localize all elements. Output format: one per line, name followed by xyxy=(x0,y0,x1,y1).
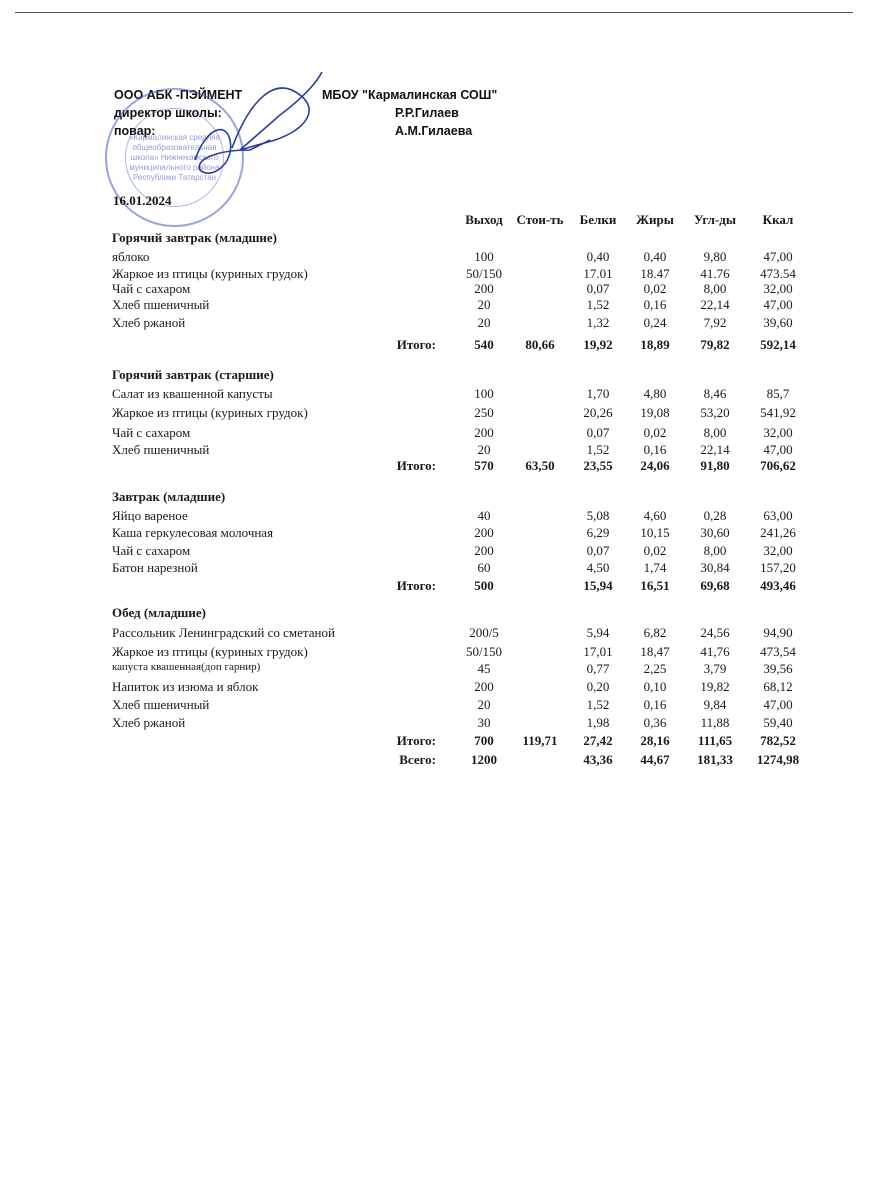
cell-0: 500 xyxy=(474,578,494,593)
menu-item-row xyxy=(0,697,873,713)
section-total-row xyxy=(0,337,873,353)
cell-0: 200/5 xyxy=(469,625,499,640)
menu-item-row xyxy=(0,249,873,265)
cell-5: 592,14 xyxy=(760,337,796,352)
dish-name: Чай с сахаром xyxy=(112,543,191,558)
cell-0: 50/150 xyxy=(465,266,503,281)
cell-2: 0,20 xyxy=(586,679,610,694)
cell-3: 6,82 xyxy=(643,625,667,640)
total-label: Итого: xyxy=(396,337,436,352)
cell-3: 18,89 xyxy=(640,337,670,352)
cell-0: 60 xyxy=(477,560,491,575)
cell-3: 18,47 xyxy=(640,644,670,659)
cell-5: 782,52 xyxy=(760,733,796,748)
total-label: Итого: xyxy=(396,578,436,593)
cell-4: 69,68 xyxy=(700,578,730,593)
cell-3: 16,51 xyxy=(640,578,670,593)
dish-name: Хлеб пшеничный xyxy=(112,697,210,712)
cell-4: 8,00 xyxy=(703,543,727,558)
cell-4: 8,00 xyxy=(703,425,727,440)
menu-item-row xyxy=(0,543,873,559)
cell-3: 1,74 xyxy=(643,560,667,575)
menu-item-row xyxy=(0,644,873,660)
cell-5: 706,62 xyxy=(760,458,796,473)
cell-2: 6,29 xyxy=(586,525,610,540)
cell-2: 17.01 xyxy=(583,266,613,281)
dish-name: Батон нарезной xyxy=(112,560,198,575)
cell-5: 1274,98 xyxy=(756,752,800,767)
cook-name: А.М.Гилаева xyxy=(395,124,473,138)
cell-5: 157,20 xyxy=(760,560,796,575)
cell-5: 47,00 xyxy=(763,297,793,312)
cell-2: 20,26 xyxy=(583,405,613,420)
cell-2: 0,07 xyxy=(586,543,610,558)
dish-name: Салат из квашенной капусты xyxy=(112,386,273,401)
cell-5: 39,56 xyxy=(763,661,793,676)
cell-2: 43,36 xyxy=(583,752,613,767)
cell-0: 20 xyxy=(477,697,491,712)
cell-0: 200 xyxy=(474,425,494,440)
dish-name: Яйцо вареное xyxy=(112,508,188,523)
cell-2: 5,08 xyxy=(586,508,610,523)
total-label: Итого: xyxy=(396,733,436,748)
cell-4: 8,46 xyxy=(703,386,727,401)
cell-5: 493,46 xyxy=(760,578,796,593)
cell-0: 20 xyxy=(477,297,491,312)
cell-2: 0,07 xyxy=(586,281,610,296)
cell-0: 20 xyxy=(477,315,491,330)
section-title-text: Горячий завтрак (старшие) xyxy=(112,367,274,382)
dish-name: капуста квашенная(доп гарнир) xyxy=(112,661,261,673)
total-label: Итого: xyxy=(396,458,436,473)
school-name: МБОУ "Кармалинская СОШ" xyxy=(322,88,498,102)
cell-5: 32,00 xyxy=(763,425,793,440)
dish-name: Жаркое из птицы (куриных грудок) xyxy=(112,266,308,281)
cell-3: 4,80 xyxy=(643,386,667,401)
cell-3: 44,67 xyxy=(640,752,670,767)
cell-2: 1,52 xyxy=(586,297,610,312)
cell-3: 10,15 xyxy=(640,525,670,540)
cell-4: 9,84 xyxy=(703,697,727,712)
cell-4: 181,33 xyxy=(697,752,733,767)
cell-4: 91,80 xyxy=(700,458,730,473)
cell-5: 59,40 xyxy=(763,715,793,730)
cell-4: 41,76 xyxy=(700,644,730,659)
section-total-row xyxy=(0,578,873,594)
cell-3: 0,16 xyxy=(643,442,667,457)
column-header: Белки xyxy=(579,212,617,227)
director-name: Р.Р.Гилаев xyxy=(395,106,459,120)
cell-3: 0,16 xyxy=(643,297,667,312)
dish-name: Хлеб ржаной xyxy=(112,315,186,330)
cell-5: 32,00 xyxy=(763,281,793,296)
stamp-text: «Кармалинская средняя общеобразовательная школа» Нижнекамского муниципального района Республики Татарстан xyxy=(129,132,220,182)
column-header: Жиры xyxy=(636,212,674,227)
section-title-text: Горячий завтрак (младшие) xyxy=(112,230,278,245)
cell-4: 79,82 xyxy=(700,337,730,352)
top-rule xyxy=(15,12,853,13)
cell-3: 18.47 xyxy=(640,266,670,281)
cell-0: 570 xyxy=(474,458,494,473)
menu-item-row xyxy=(0,425,873,441)
cell-5: 473,54 xyxy=(760,644,796,659)
cell-2: 23,55 xyxy=(583,458,613,473)
dish-name: Хлеб пшеничный xyxy=(112,442,210,457)
cell-0: 250 xyxy=(474,405,494,420)
cell-3: 0,40 xyxy=(643,249,667,264)
document-date: 16.01.2024 xyxy=(113,193,172,208)
cell-3: 0,36 xyxy=(643,715,667,730)
cell-4: 11,88 xyxy=(700,715,730,730)
cell-4: 22,14 xyxy=(700,297,730,312)
cell-4: 9,80 xyxy=(703,249,727,264)
cell-0: 200 xyxy=(474,281,494,296)
cell-4: 111,65 xyxy=(697,733,733,748)
cell-0: 20 xyxy=(477,442,491,457)
cell-4: 3,79 xyxy=(703,661,727,676)
cook-label: повар: xyxy=(114,124,156,138)
section-title-text: Завтрак (младшие) xyxy=(112,489,226,504)
menu-item-row xyxy=(0,297,873,313)
cell-5: 47,00 xyxy=(763,249,793,264)
cell-4: 22,14 xyxy=(700,442,730,457)
cell-2: 1,52 xyxy=(586,442,610,457)
cell-3: 0,24 xyxy=(643,315,667,330)
cell-5: 47,00 xyxy=(763,697,793,712)
column-header: Выход xyxy=(465,212,503,227)
section-title xyxy=(0,605,873,621)
cell-3: 0,02 xyxy=(643,425,667,440)
company-name: ООО АБК -ПЭЙМЕНТ xyxy=(114,88,243,102)
cell-5: 541,92 xyxy=(760,405,796,420)
dish-name: Чай с сахаром xyxy=(112,425,191,440)
cell-0: 200 xyxy=(474,679,494,694)
cell-2: 19,92 xyxy=(583,337,613,352)
cell-5: 47,00 xyxy=(763,442,793,457)
cell-3: 0,02 xyxy=(643,543,667,558)
menu-item-row xyxy=(0,315,873,331)
cell-2: 1,70 xyxy=(586,386,610,401)
menu-item-row xyxy=(0,560,873,576)
cell-4: 0,28 xyxy=(703,508,727,523)
section-title xyxy=(0,489,873,505)
menu-item-row xyxy=(0,525,873,541)
column-header-row xyxy=(0,212,873,228)
dish-name: Чай с сахаром xyxy=(112,281,191,296)
cell-3: 2,25 xyxy=(643,661,667,676)
section-total-row xyxy=(0,733,873,749)
cell-4: 7,92 xyxy=(703,315,727,330)
cell-2: 4,50 xyxy=(586,560,610,575)
cell-2: 27,42 xyxy=(583,733,613,748)
menu-item-row xyxy=(0,442,873,458)
cell-5: 63,00 xyxy=(763,508,793,523)
director-label: директор школы: xyxy=(114,106,222,120)
cell-3: 19,08 xyxy=(640,405,670,420)
menu-item-row xyxy=(0,405,873,421)
cell-5: 85,7 xyxy=(766,386,790,401)
menu-item-row xyxy=(0,386,873,402)
cell-3: 0,10 xyxy=(643,679,667,694)
cell-2: 1,52 xyxy=(586,697,610,712)
cell-0: 700 xyxy=(474,733,494,748)
column-header: Стои-ть xyxy=(516,212,564,227)
cell-0: 30 xyxy=(477,715,491,730)
cell-2: 0,40 xyxy=(586,249,610,264)
menu-item-row xyxy=(0,266,873,282)
cell-4: 24,56 xyxy=(700,625,730,640)
cell-0: 40 xyxy=(477,508,491,523)
dish-name: Каша геркулесовая молочная xyxy=(112,525,274,540)
menu-item-row xyxy=(0,625,873,641)
cell-5: 94,90 xyxy=(763,625,793,640)
menu-item-row xyxy=(0,679,873,695)
cell-3: 28,16 xyxy=(640,733,670,748)
cell-0: 200 xyxy=(474,543,494,558)
cell-2: 17,01 xyxy=(583,644,613,659)
column-header: Ккал xyxy=(762,212,794,227)
menu-item-row xyxy=(0,281,873,297)
cell-3: 0,16 xyxy=(643,697,667,712)
menu-item-row xyxy=(0,508,873,524)
cell-2: 0,07 xyxy=(586,425,610,440)
cell-5: 32,00 xyxy=(763,543,793,558)
dish-name: Жаркое из птицы (куриных грудок) xyxy=(112,644,308,659)
column-header: Угл-ды xyxy=(693,212,737,227)
cell-2: 1,98 xyxy=(586,715,610,730)
cell-0: 100 xyxy=(474,249,494,264)
cell-4: 30,84 xyxy=(700,560,730,575)
dish-name: Хлеб ржаной xyxy=(112,715,186,730)
cell-2: 15,94 xyxy=(583,578,613,593)
cell-0: 45 xyxy=(477,661,491,676)
dish-name: Жаркое из птицы (куриных грудок) xyxy=(112,405,308,420)
menu-item-row xyxy=(0,715,873,731)
cell-4: 19,82 xyxy=(700,679,730,694)
cell-1: 119,71 xyxy=(522,733,558,748)
section-title xyxy=(0,230,873,246)
dish-name: яблоко xyxy=(112,249,150,264)
cell-0: 540 xyxy=(474,337,494,352)
dish-name: Рассольник Ленинградский со сметаной xyxy=(112,625,335,640)
cell-5: 473.54 xyxy=(760,266,796,281)
cell-1: 80,66 xyxy=(525,337,555,352)
cell-0: 200 xyxy=(474,525,494,540)
dish-name: Напиток из изюма и яблок xyxy=(112,679,259,694)
section-title-text: Обед (младшие) xyxy=(112,605,206,620)
cell-2: 0,77 xyxy=(586,661,610,676)
cell-2: 1,32 xyxy=(586,315,610,330)
dish-name: Хлеб пшеничный xyxy=(112,297,210,312)
cell-4: 30,60 xyxy=(700,525,730,540)
cell-5: 241,26 xyxy=(760,525,796,540)
cell-3: 0,02 xyxy=(643,281,667,296)
cell-0: 50/150 xyxy=(465,644,503,659)
cell-3: 4,60 xyxy=(643,508,667,523)
menu-item-row xyxy=(0,661,873,677)
cell-5: 68,12 xyxy=(763,679,793,694)
cell-3: 24,06 xyxy=(640,458,670,473)
cell-4: 53,20 xyxy=(700,405,730,420)
grand-total-label: Всего: xyxy=(399,752,436,767)
grand-total-row xyxy=(0,752,873,768)
cell-2: 5,94 xyxy=(586,625,610,640)
cell-5: 39,60 xyxy=(763,315,793,330)
cell-1: 63,50 xyxy=(525,458,555,473)
cell-0: 1200 xyxy=(471,752,497,767)
cell-4: 41.76 xyxy=(700,266,730,281)
cell-0: 100 xyxy=(474,386,494,401)
cell-4: 8,00 xyxy=(703,281,727,296)
section-total-row xyxy=(0,458,873,474)
section-title xyxy=(0,367,873,383)
